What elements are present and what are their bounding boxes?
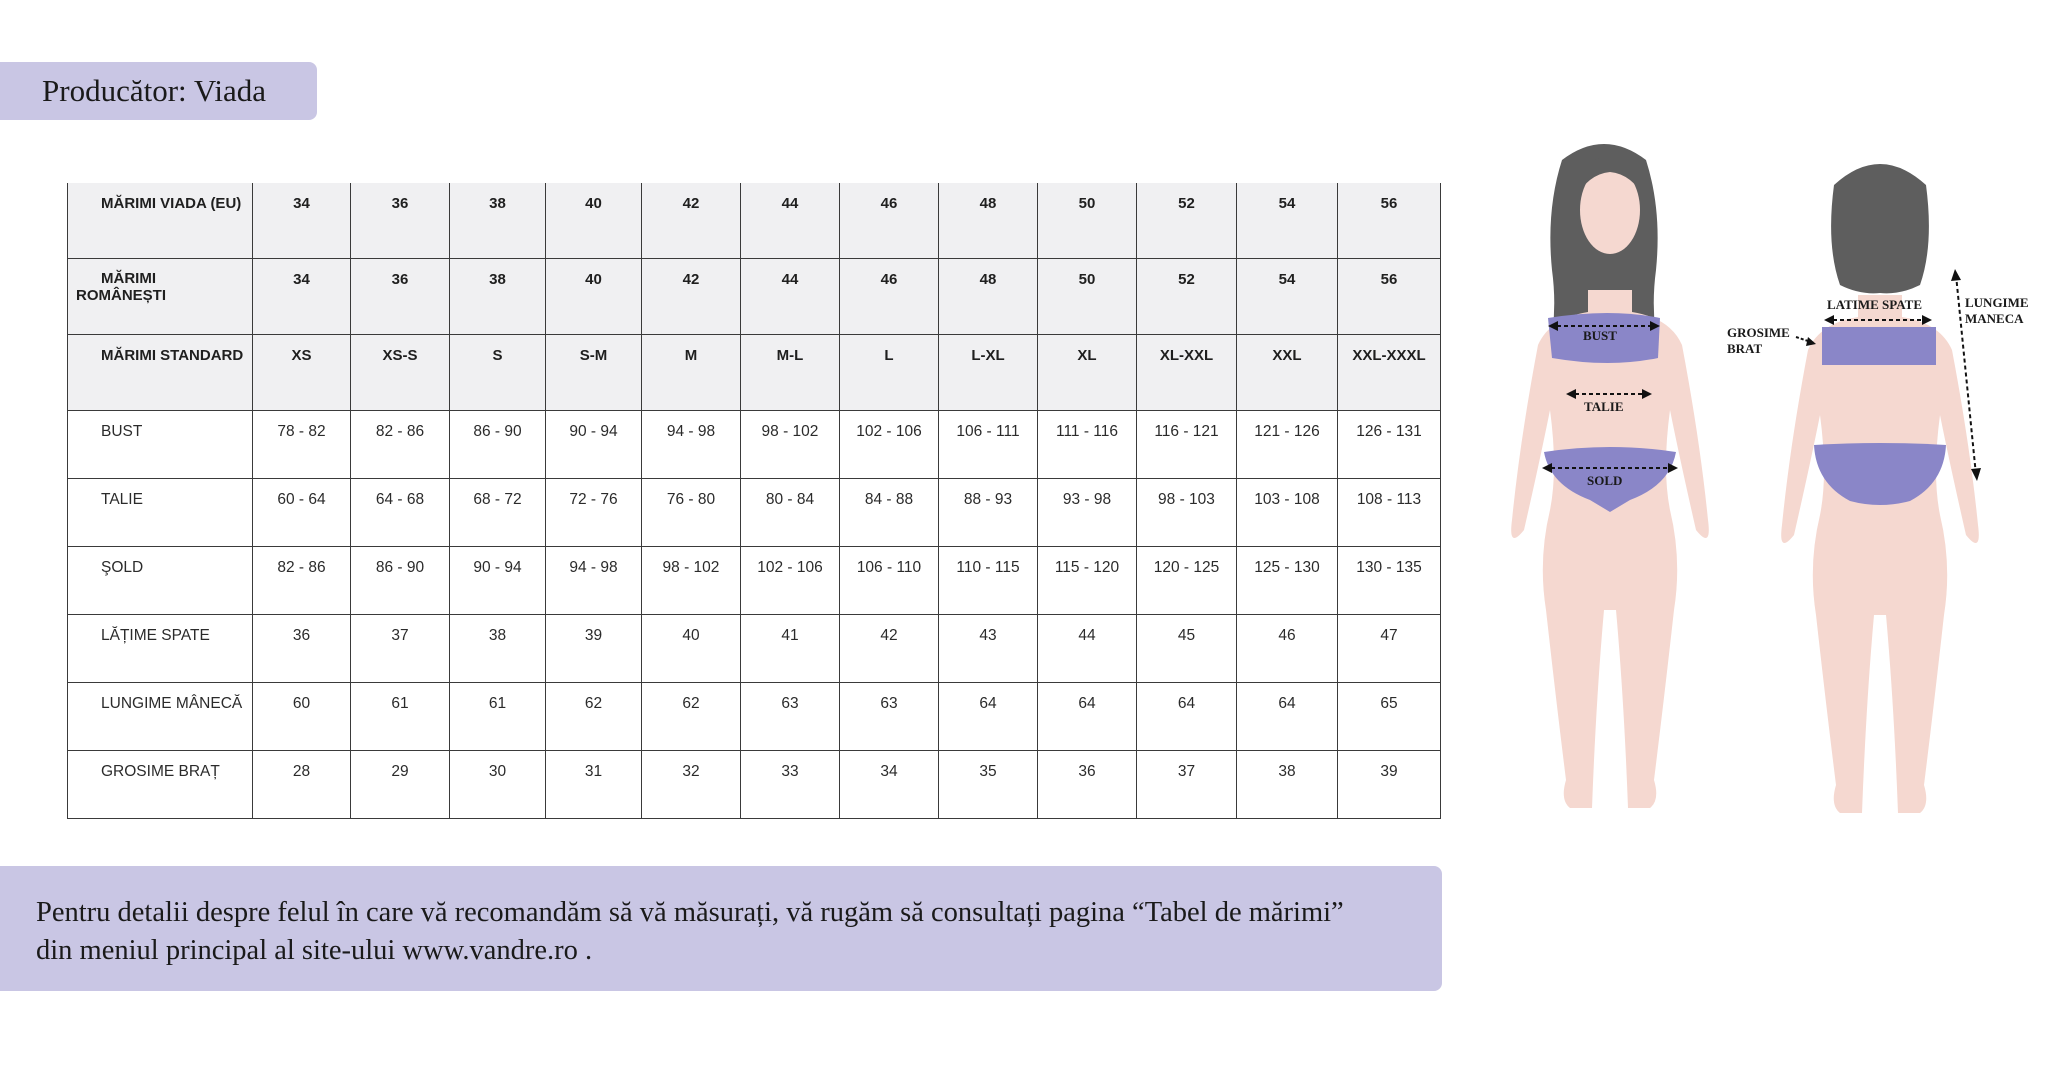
measure-value: 98 - 102	[761, 423, 819, 440]
size-value: 54	[1278, 271, 1296, 288]
table-measure-row	[68, 547, 1441, 615]
measure-value: 29	[391, 763, 409, 780]
size-cell	[1338, 335, 1441, 411]
size-cell	[351, 259, 450, 335]
measure-value: 39	[584, 627, 603, 644]
row-label-cell	[68, 183, 253, 259]
size-value: 34	[293, 271, 310, 288]
measure-value: 45	[1177, 627, 1196, 644]
table-measure-row	[68, 479, 1441, 547]
size-cell	[741, 259, 840, 335]
size-value: L-XL	[971, 347, 1005, 364]
size-cell	[1137, 183, 1237, 259]
table-measure-row	[68, 615, 1441, 683]
measure-cell	[351, 411, 450, 479]
measure-cell	[939, 411, 1038, 479]
table-measure-row	[68, 411, 1441, 479]
measure-value: 47	[1380, 627, 1398, 644]
measure-value: 86 - 90	[473, 423, 522, 440]
label-back-width: LATIME SPATE	[1827, 297, 1922, 312]
measure-cell	[546, 479, 642, 547]
size-value: 44	[781, 271, 799, 288]
measure-cell	[642, 479, 741, 547]
table-measure-row	[68, 751, 1441, 819]
measure-cell	[546, 751, 642, 819]
size-cell	[642, 183, 741, 259]
size-cell	[939, 335, 1038, 411]
size-cell	[1038, 335, 1137, 411]
measure-value: 64	[979, 695, 997, 712]
measure-value: 44	[1078, 627, 1096, 644]
measure-cell	[1038, 411, 1137, 479]
measure-cell	[741, 751, 840, 819]
size-value: 48	[979, 271, 997, 288]
measure-value: 86 - 90	[375, 559, 425, 576]
row-label: GROSIME BRAȚ	[101, 763, 220, 780]
measure-cell	[351, 547, 450, 615]
measure-value: 38	[488, 627, 507, 644]
measure-value: 37	[391, 627, 409, 644]
size-cell	[840, 335, 939, 411]
measure-cell	[1137, 615, 1237, 683]
size-cell	[840, 259, 939, 335]
row-label-line-1: MĂRIMI	[101, 270, 156, 287]
size-value: L	[884, 347, 894, 364]
size-value: XXL-XXXL	[1352, 347, 1426, 364]
size-table	[67, 183, 1441, 819]
measure-value: 61	[488, 695, 507, 712]
size-value: XL	[1077, 347, 1097, 364]
measure-cell	[1137, 751, 1237, 819]
measure-value: 126 - 131	[1356, 423, 1422, 440]
measure-value: 82 - 86	[375, 423, 425, 440]
label-arm-line2: BRAT	[1727, 341, 1763, 356]
size-value: XL-XXL	[1159, 347, 1214, 364]
measure-value: 82 - 86	[277, 559, 326, 576]
measure-value: 41	[781, 627, 799, 644]
measure-value: 61	[391, 695, 409, 712]
measure-value: 106 - 111	[956, 423, 1020, 440]
size-value: 34	[293, 195, 310, 212]
table-header-row	[68, 183, 1441, 259]
measure-cell	[939, 615, 1038, 683]
size-value: 50	[1078, 271, 1096, 288]
measure-cell	[741, 411, 840, 479]
measure-value: 60	[292, 695, 311, 712]
row-label-cell	[68, 547, 253, 615]
size-value: 48	[979, 195, 997, 212]
size-cell	[939, 183, 1038, 259]
measure-cell	[253, 547, 351, 615]
measure-value: 38	[1278, 763, 1296, 780]
measure-value: 102 - 106	[757, 559, 823, 576]
measure-value: 35	[979, 763, 997, 780]
measure-value: 111 - 116	[1055, 423, 1119, 440]
size-cell	[1237, 259, 1338, 335]
measure-value: 60 - 64	[277, 491, 326, 508]
size-value: S-M	[579, 347, 608, 364]
measure-cell	[1137, 411, 1237, 479]
size-value: 56	[1380, 195, 1398, 212]
size-cell	[642, 259, 741, 335]
row-label: BUST	[101, 423, 143, 440]
row-label-cell	[68, 615, 253, 683]
size-value: 52	[1178, 271, 1195, 288]
size-value: 46	[880, 195, 898, 212]
measure-cell	[351, 615, 450, 683]
size-cell	[253, 335, 351, 411]
measure-value: 125 - 130	[1254, 559, 1320, 576]
size-value: 40	[585, 271, 602, 288]
measure-cell	[1338, 547, 1441, 615]
size-cell	[546, 259, 642, 335]
label-sleeve-line2: MANECA	[1965, 311, 2024, 326]
size-value: S	[492, 347, 503, 364]
measure-cell	[1237, 411, 1338, 479]
table-header-row	[68, 335, 1441, 411]
measure-value: 33	[781, 763, 799, 780]
measure-cell	[546, 683, 642, 751]
measure-cell	[1038, 751, 1137, 819]
measure-cell	[1338, 615, 1441, 683]
measure-value: 28	[292, 763, 311, 780]
size-cell	[1038, 259, 1137, 335]
measure-value: 72 - 76	[569, 491, 618, 508]
measure-cell	[253, 751, 351, 819]
measure-cell	[840, 411, 939, 479]
measure-cell	[1237, 479, 1338, 547]
measure-cell	[450, 479, 546, 547]
size-cell	[546, 183, 642, 259]
measure-cell	[546, 411, 642, 479]
measure-cell	[450, 547, 546, 615]
measure-cell	[450, 751, 546, 819]
size-value: XS	[291, 347, 312, 364]
measure-cell	[1237, 615, 1338, 683]
measure-cell	[1038, 683, 1137, 751]
size-cell	[351, 335, 450, 411]
measure-value: 108 - 113	[1356, 491, 1422, 508]
label-bust: BUST	[1583, 328, 1617, 343]
measure-cell	[642, 683, 741, 751]
info-line-2: din meniul principal al site-ului www.vandre.ro .	[36, 935, 593, 966]
measure-value: 32	[682, 763, 700, 780]
measure-value: 76 - 80	[666, 491, 716, 508]
info-banner	[0, 866, 1442, 991]
measure-value: 84 - 88	[864, 491, 914, 508]
measure-cell	[1137, 683, 1237, 751]
measure-cell	[1038, 615, 1137, 683]
measure-cell	[840, 683, 939, 751]
measure-value: 36	[292, 627, 311, 644]
measure-value: 64 - 68	[375, 491, 425, 508]
measure-cell	[1038, 479, 1137, 547]
size-value: 54	[1278, 195, 1296, 212]
row-label-cell	[68, 683, 253, 751]
info-line-1: Pentru detalii despre felul în care vă recomandăm să vă măsurați, vă rugăm să consultați pagina “Tabel de mărimi”	[36, 897, 1344, 928]
row-label: MĂRIMI STANDARD	[101, 347, 244, 364]
size-value: 44	[781, 195, 799, 212]
size-value: 38	[489, 195, 506, 212]
size-cell	[450, 259, 546, 335]
measure-cell	[1237, 683, 1338, 751]
size-cell	[741, 183, 840, 259]
back-body-figure	[1770, 145, 1990, 835]
measure-cell	[1137, 479, 1237, 547]
measure-cell	[1237, 751, 1338, 819]
measure-value: 115 - 120	[1054, 559, 1120, 576]
measure-value: 110 - 115	[956, 559, 1020, 576]
measure-value: 63	[781, 695, 799, 712]
measure-cell	[1338, 479, 1441, 547]
measure-value: 39	[1380, 763, 1398, 780]
label-sleeve-line1: LUNGIME	[1965, 295, 2029, 310]
label-waist: TALIE	[1584, 399, 1624, 414]
measure-cell	[840, 547, 939, 615]
row-label-cell	[68, 479, 253, 547]
measure-cell	[253, 615, 351, 683]
measure-value: 36	[1078, 763, 1096, 780]
measure-cell	[253, 683, 351, 751]
measure-cell	[1338, 751, 1441, 819]
size-value: 52	[1178, 195, 1195, 212]
measure-cell	[840, 751, 939, 819]
measure-cell	[642, 751, 741, 819]
measure-cell	[642, 615, 741, 683]
size-cell	[939, 259, 1038, 335]
row-label-cell	[68, 411, 253, 479]
measure-cell	[253, 479, 351, 547]
measure-cell	[546, 547, 642, 615]
measure-value: 93 - 98	[1062, 491, 1112, 508]
measure-value: 78 - 82	[277, 423, 326, 440]
row-label: LĂȚIME SPATE	[101, 627, 210, 644]
measure-value: 90 - 94	[569, 423, 618, 440]
size-cell	[1338, 183, 1441, 259]
size-value: 38	[489, 271, 506, 288]
measure-cell	[741, 479, 840, 547]
measure-value: 65	[1380, 695, 1398, 712]
measure-value: 121 - 126	[1254, 423, 1320, 440]
measure-cell	[840, 615, 939, 683]
size-value: 42	[682, 195, 700, 212]
measure-value: 46	[1278, 627, 1296, 644]
measure-value: 103 - 108	[1254, 491, 1320, 508]
measure-cell	[939, 683, 1038, 751]
row-label: MĂRIMI VIADA (EU)	[101, 195, 242, 212]
measure-cell	[450, 615, 546, 683]
measure-cell	[1137, 547, 1237, 615]
measure-cell	[1038, 547, 1137, 615]
measure-value: 102 - 106	[856, 423, 922, 440]
size-value: 50	[1078, 195, 1096, 212]
label-arm-line1: GROSIME	[1727, 325, 1790, 340]
measure-cell	[642, 547, 741, 615]
size-value: M-L	[776, 347, 804, 364]
measure-cell	[741, 615, 840, 683]
measure-cell	[351, 751, 450, 819]
size-cell	[840, 183, 939, 259]
measure-cell	[939, 751, 1038, 819]
measure-value: 68 - 72	[473, 491, 522, 508]
measure-value: 90 - 94	[473, 559, 522, 576]
measure-value: 62	[584, 695, 603, 712]
size-value: 42	[682, 271, 700, 288]
measure-value: 34	[880, 763, 898, 780]
table-header-row	[68, 259, 1441, 335]
measure-cell	[642, 411, 741, 479]
size-value: XXL	[1272, 347, 1302, 364]
row-label: TALIE	[101, 491, 143, 508]
size-cell	[450, 183, 546, 259]
row-label: LUNGIME MÂNECĂ	[101, 695, 243, 712]
measure-value: 37	[1177, 763, 1196, 780]
size-value: 36	[391, 271, 409, 288]
measure-cell	[1338, 411, 1441, 479]
measure-value: 94 - 98	[666, 423, 716, 440]
size-cell	[1137, 259, 1237, 335]
row-label-cell	[68, 259, 253, 335]
size-cell	[546, 335, 642, 411]
measure-cell	[546, 615, 642, 683]
size-value: M	[684, 347, 698, 364]
measure-cell	[1338, 683, 1441, 751]
measure-value: 40	[682, 627, 700, 644]
measure-value: 43	[979, 627, 997, 644]
size-cell	[741, 335, 840, 411]
info-text	[36, 894, 1344, 970]
measure-value: 62	[682, 695, 700, 712]
measure-cell	[450, 411, 546, 479]
size-cell	[1338, 259, 1441, 335]
measure-cell	[351, 479, 450, 547]
measure-value: 116 - 121	[1154, 423, 1219, 440]
measure-value: 63	[880, 695, 898, 712]
row-label-cell	[68, 335, 253, 411]
measure-cell	[253, 411, 351, 479]
measure-cell	[939, 547, 1038, 615]
size-value: 40	[585, 195, 602, 212]
size-cell	[1237, 335, 1338, 411]
measure-cell	[351, 683, 450, 751]
row-label: ŞOLD	[101, 559, 144, 576]
producer-badge	[0, 62, 317, 120]
measure-value: 64	[1278, 695, 1296, 712]
measure-cell	[741, 547, 840, 615]
size-cell	[253, 259, 351, 335]
size-cell	[1038, 183, 1137, 259]
measure-cell	[840, 479, 939, 547]
measure-value: 120 - 125	[1153, 559, 1220, 576]
measure-value: 64	[1177, 695, 1196, 712]
measure-value: 42	[880, 627, 898, 644]
measure-cell	[1237, 547, 1338, 615]
size-cell	[450, 335, 546, 411]
measure-value: 88 - 93	[963, 491, 1013, 508]
measure-value: 130 - 135	[1356, 559, 1422, 576]
row-label-line-2: ROMÂNEȘTI	[76, 287, 166, 304]
producer-label: Producător: Viada	[42, 73, 266, 108]
table-measure-row	[68, 683, 1441, 751]
size-cell	[351, 183, 450, 259]
row-label-cell	[68, 751, 253, 819]
size-cell	[253, 183, 351, 259]
measure-value: 98 - 103	[1158, 491, 1215, 508]
measure-value: 98 - 102	[662, 559, 720, 576]
measure-value: 106 - 110	[856, 559, 922, 576]
measure-value: 64	[1078, 695, 1096, 712]
measure-cell	[939, 479, 1038, 547]
size-cell	[1237, 183, 1338, 259]
size-value: XS-S	[382, 347, 418, 364]
size-value: 46	[880, 271, 898, 288]
size-value: 56	[1380, 271, 1398, 288]
measure-value: 30	[488, 763, 507, 780]
size-cell	[1137, 335, 1237, 411]
measure-value: 80 - 84	[765, 491, 815, 508]
size-cell	[642, 335, 741, 411]
measure-cell	[741, 683, 840, 751]
measure-cell	[450, 683, 546, 751]
label-hip: SOLD	[1587, 473, 1623, 488]
size-value: 36	[391, 195, 409, 212]
measure-value: 94 - 98	[569, 559, 618, 576]
measure-value: 31	[584, 763, 603, 780]
